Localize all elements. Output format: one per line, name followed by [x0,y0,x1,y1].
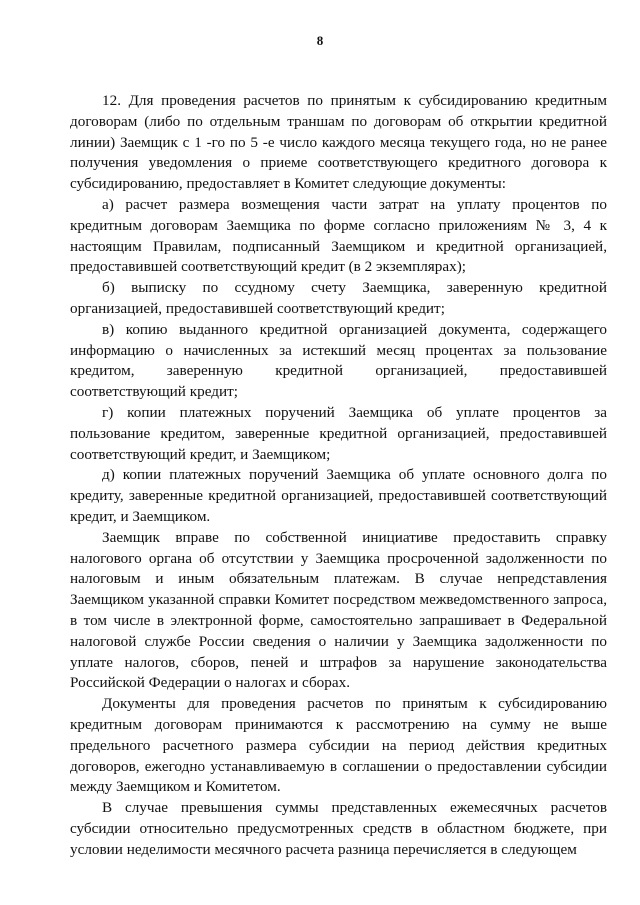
paragraph-subitem-g: г) копии платежных поручений Заемщика об уплате процентов за пользование кредитом, заверенные кредитной организацией, предоставившей соответствующий кредит, и Заемщиком; [70,403,607,463]
paragraph-documents-limit: Документы для проведения расчетов по принятым к субсидированию кредитным договорам принимаются к рассмотрению на сумму не выше предельного расчетного размера субсидии на период действия кредитных договоров, ежегодно устанавливаемую в соглашении о предоставлении субсидии между Заемщиком и Комитетом. [70,695,607,796]
paragraph-subitem-v: в) копию выданного кредитной организацией документа, содержащего информацию о начисленных за истекший месяц процентах за пользование кредитом, заверенную кредитной организацией, предоставившей соответствующий кредит; [70,320,607,401]
paragraph-excess-amount: В случае превышения суммы представленных ежемесячных расчетов субсидии относительно предусмотренных средств в областном бюджете, при условии неделимости месячного расчета разница перечисляется в следующем [70,799,607,858]
document-body [70,91,607,860]
paragraph-subitem-d: д) копии платежных поручений Заемщика об уплате основного долга по кредиту, заверенные кредитной организацией, предоставившей соответствующий кредит, и Заемщиком. [70,466,607,525]
paragraph-subitem-b: б) выписку по ссудному счету Заемщика, заверенную кредитной организацией, предоставившей соответствующий кредит; [70,279,607,317]
paragraph-subitem-a: а) расчет размера возмещения части затрат на уплату процентов по кредитным договорам Заемщика по форме согласно приложениям № 3, 4 к настоящим Правилам, подписанный Заемщиком и кредитной организацией, предоставившей соответствующий кредит (в 2 экземплярах); [70,195,607,276]
paragraph-tax-certificate: Заемщик вправе по собственной инициативе предоставить справку налогового органа об отсутствии у Заемщика просроченной задолженности по налоговым и иным обязательным платежам. В случае непредставления Заемщиком указанной справки Комитет посредством межведомственного запроса, в том числе в электронной форме, самостоятельно запрашивает в Федеральной налоговой службе России сведения о наличии у Заемщика задолженности по уплате налогов, сборов, пеней и штрафов за нарушение законодательства Российской Федерации о налогах и сборах. [70,528,607,692]
paragraph-item-12: 12. Для проведения расчетов по принятым к субсидированию кредитным договорам (либо по отдельным траншам по договорам об открытии кредитной линии) Заемщик с 1 -го по 5 -е число каждого месяца текущего года, но не ранее получения уведомления о приеме соответствующего кредитного договора к субсидированию, предоставляет в Комитет следующие документы: [70,92,607,193]
page-number: 8 [316,33,324,48]
